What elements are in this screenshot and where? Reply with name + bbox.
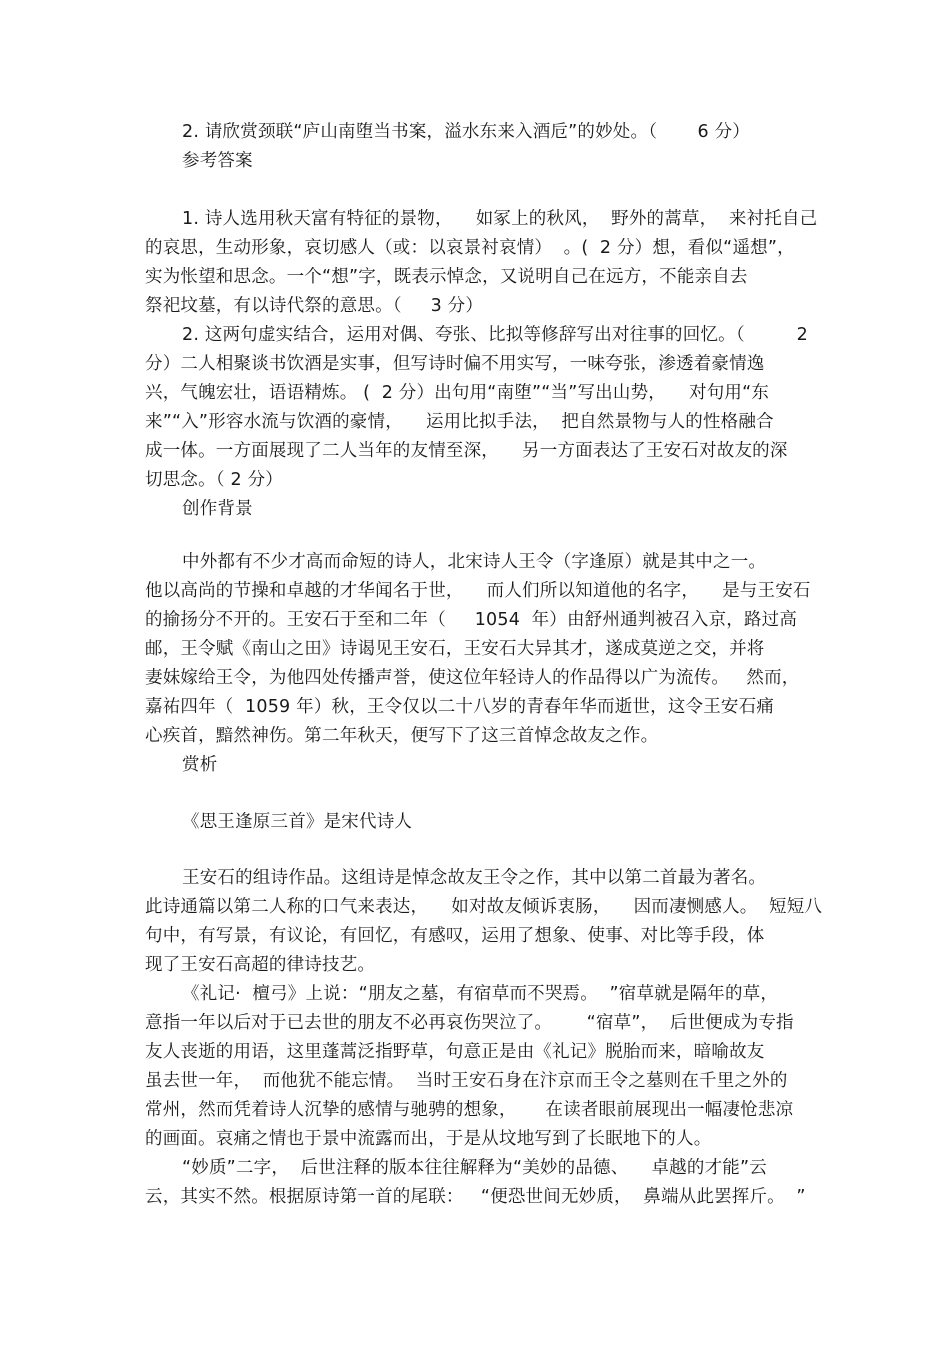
answer-2-line-2: 分）二人相聚谈书饮酒是实事，但写诗时偏不用实写，一味夸张，渗透着豪情逸: [145, 354, 765, 374]
answer-1-line-3: 实为怅望和思念。一个“想”字，既表示悼念，又说明自己在远方，不能亲自去: [145, 267, 748, 287]
answer-1-line-2: 的哀思，生动形象，哀切感人（或：以哀景衬哀情） 。( 2 分）想，看似“遥想”，: [145, 238, 795, 258]
appreciation-2-line-4: 虽去世一年， 而他犹不能忘情。 当时王安石身在汴京而王令之墓则在千里之外的: [145, 1071, 788, 1091]
background-line-5: 妻妹嫁给王令，为他四处传播声誉，使这位年轻诗人的作品得以广为流传。 然而，: [145, 668, 800, 688]
background-line-3: 的揄扬分不开的。王安石于至和二年（ 1054 年）由舒州通判被召入京，路过高: [145, 610, 798, 630]
appreciation-1-line-1: 王安石的组诗作品。这组诗是悼念故友王令之作，其中以第二首最为著名。: [182, 868, 767, 888]
background-line-1: 中外都有不少才高而命短的诗人，北宋诗人王令（字逢原）就是其中之一。: [182, 552, 767, 572]
answer-2-line-5: 成一体。一方面展现了二人当年的友情至深， 另一方面表达了王安石对故友的深: [145, 441, 788, 461]
appreciation-1-line-2: 此诗通篇以第二人称的口气来表达， 如对故友倾诉衷肠， 因而凄恻感人。 短短八: [145, 897, 823, 917]
appreciation-3-line-1: “妙质”二字， 后世注释的版本往往解释为“美妙的品德、 卓越的才能”云: [182, 1158, 767, 1178]
answer-2-line-6: 切思念。（ 2 分）: [145, 470, 284, 490]
appreciation-3-line-2: 云，其实不然。根据原诗第一首的尾联： “便恐世间无妙质， 鼻端从此罢挥斤。 ”: [145, 1187, 806, 1207]
answer-heading: 参考答案: [182, 151, 253, 171]
background-line-4: 邮，王令赋《南山之田》诗谒见王安石，王安石大异其才，遂成莫逆之交，并将: [145, 639, 765, 659]
appreciation-title: 《思王逢原三首》是宋代诗人: [182, 812, 413, 832]
answer-1-line-1: 1. 诗人选用秋天富有特征的景物， 如冢上的秋风， 野外的蒿草， 来衬托自己: [182, 209, 818, 229]
appreciation-2-line-3: 友人丧逝的用语，这里蓬蒿泛指野草，句意正是由《礼记》脱胎而来，暗喻故友: [145, 1042, 765, 1062]
question-line: 2. 请欣赏颈联“庐山南堕当书案，溢水东来入酒卮”的妙处。（ 6 分）: [182, 122, 750, 142]
appreciation-2-line-5: 常州，然而凭着诗人沉挚的感情与驰骋的想象， 在读者眼前展现出一幅凄怆悲凉: [145, 1100, 794, 1120]
appreciation-2-line-6: 的画面。哀痛之情也于景中流露而出，于是从坟地写到了长眠地下的人。: [145, 1129, 712, 1149]
background-line-2: 他以高尚的节操和卓越的才华闻名于世， 而人们所以知道他的名字， 是与王安石: [145, 581, 811, 601]
answer-2-line-3: 兴，气魄宏壮，语语精炼。 ( 2 分）出句用“南堕”“当”写出山势， 对句用“东: [145, 383, 770, 403]
appreciation-1-line-4: 现了王安石高超的律诗技艺。: [145, 955, 376, 975]
background-line-6: 嘉祐四年（ 1059 年）秋，王令仅以二十八岁的青春年华而逝世，这令王安石痛: [145, 697, 775, 717]
answer-2-line-1: 2. 这两句虚实结合，运用对偶、夸张、比拟等修辞写出对往事的回忆。（ 2: [182, 325, 809, 345]
background-heading: 创作背景: [182, 499, 253, 519]
answer-1-line-4: 祭祀坟墓，有以诗代祭的意思。（ 3 分）: [145, 296, 484, 316]
answer-2-line-4: 来”“入”形容水流与饮酒的豪情， 运用比拟手法， 把自然景物与人的性格融合: [145, 412, 774, 432]
background-line-7: 心疾首，黯然神伤。第二年秋天，便写下了这三首悼念故友之作。: [145, 726, 659, 746]
appreciation-2-line-2: 意指一年以后对于已去世的朋友不必再哀伤哭泣了。 “宿草”， 后世便成为专指: [145, 1013, 794, 1033]
appreciation-1-line-3: 句中，有写景，有议论，有回忆，有感叹，运用了想象、使事、对比等手段，体: [145, 926, 765, 946]
appreciation-2-line-1: 《礼记· 檀弓》上说：“朋友之墓，有宿草而不哭焉。 ”宿草就是隔年的草，: [182, 984, 779, 1004]
appreciation-heading: 赏析: [182, 755, 218, 775]
